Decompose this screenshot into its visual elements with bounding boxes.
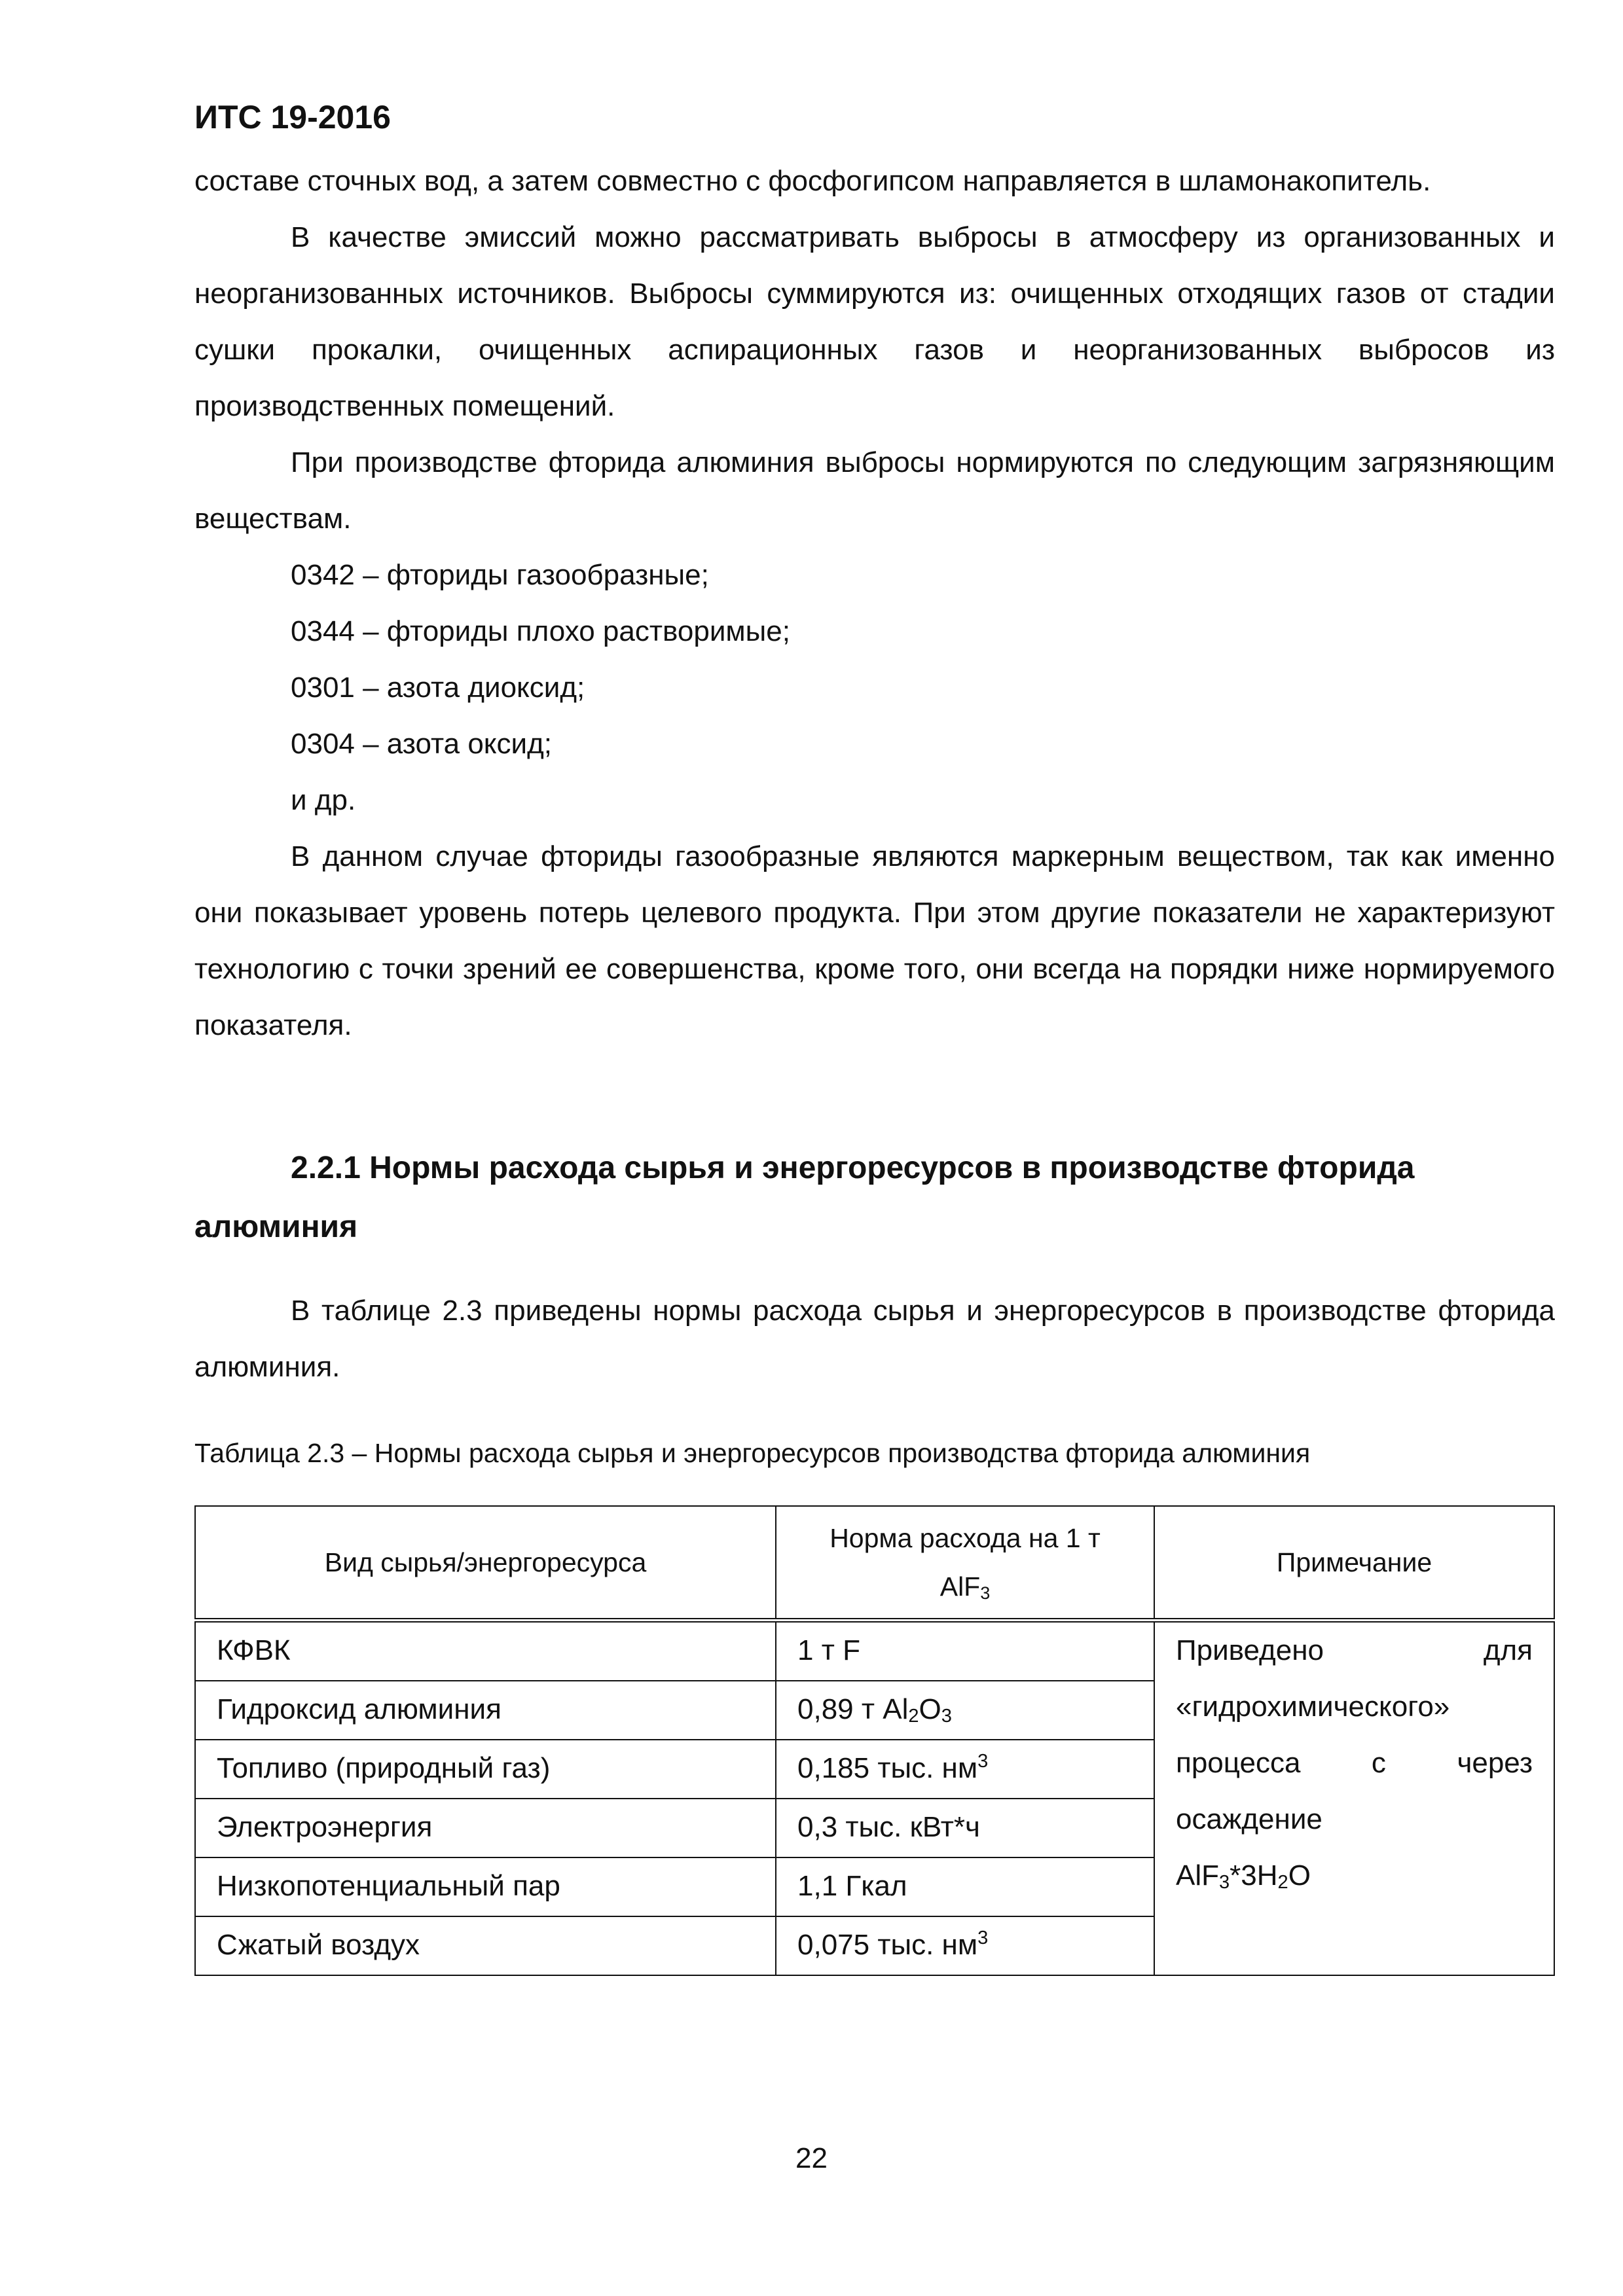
cell-note <box>1154 1621 1554 1976</box>
note-text: Приведено для «гидрохимического» процесса с через осаждение <box>1176 1634 1533 1835</box>
section-heading: 2.2.1 Нормы расхода сырья и энергоресурсов в производстве фторида алюминия <box>194 1151 1415 1244</box>
paragraph-continuation: составе сточных вод, а затем совместно с фосфогипсом направляется в шламонакопитель. <box>194 165 1431 197</box>
pollutant-item-0344: 0344 – фториды плохо растворимые; <box>291 615 790 647</box>
document-code: ИТС 19-2016 <box>194 99 391 135</box>
cell-resource: Низкопотенциальный пар <box>195 1857 776 1916</box>
header-resource: Вид сырья/энергоресурса <box>195 1506 776 1621</box>
header-note: Примечание <box>1154 1506 1554 1621</box>
cell-resource: КФВК <box>195 1621 776 1681</box>
page-number: 22 <box>795 2142 828 2174</box>
norms-table <box>194 1505 1555 1976</box>
cell-resource: Топливо (природный газ) <box>195 1740 776 1799</box>
paragraph-emissions: В качестве эмиссий можно рассматривать выбросы в атмосферу из организованных и неорганизованных источников. Выбросы суммируются из: очищенных отходящих газов от стадии сушки прокалки, очищенных аспирационных газов и неорганизованных выбросов из производственных помещений. <box>194 221 1555 422</box>
cell-resource: Сжатый воздух <box>195 1916 776 1975</box>
cell-norm: 1,1 Гкал <box>776 1857 1154 1916</box>
cell-norm: 0,3 тыс. кВт*ч <box>776 1799 1154 1857</box>
pollutant-item-etc: и др. <box>291 784 356 816</box>
cell-resource: Гидроксид алюминия <box>195 1681 776 1740</box>
paragraph-marker-substance: В данном случае фториды газообразные являются маркерным веществом, так как именно они показывает уровень потерь целевого продукта. При этом другие показатели не характеризуют технологию с точки зрений ее совершенства, кроме того, они всегда на порядки ниже нормируемого показателя. <box>194 840 1555 1041</box>
header-norm-text: Норма расхода на 1 т <box>830 1523 1101 1553</box>
cell-resource: Электроэнергия <box>195 1799 776 1857</box>
pollutant-item-0304: 0304 – азота оксид; <box>291 728 553 760</box>
header-norm <box>776 1506 1154 1621</box>
table-row <box>195 1621 1554 1681</box>
body-text <box>194 153 1555 1054</box>
cell-norm: 0,89 т $Al_2O_3$ <box>776 1681 1154 1740</box>
cell-norm: 0,075 тыс. $нм^3$ <box>776 1916 1154 1975</box>
section-intro: В таблице 2.3 приведены нормы расхода сырья и энергоресурсов в производстве фторида алюминия. <box>194 1295 1555 1383</box>
note-formula: $AlF_3*3H_2O$ <box>1176 1859 1311 1893</box>
pollutant-item-0342: 0342 – фториды газообразные; <box>291 559 709 591</box>
section-intro-block <box>194 1283 1555 1395</box>
pollutant-item-0301: 0301 – азота диоксид; <box>291 672 585 704</box>
table-caption: Таблица 2.3 – Нормы расхода сырья и энергоресурсов производства фторида алюминия <box>194 1438 1311 1468</box>
header-norm-formula: AlF$_3$ <box>939 1571 991 1603</box>
table-header-row <box>195 1506 1554 1621</box>
cell-norm: 1 т F <box>776 1621 1154 1681</box>
paragraph-normalization: При производстве фторида алюминия выбросы нормируются по следующим загрязняющим веществам. <box>194 446 1555 535</box>
cell-norm: 0,185 тыс. $нм^3$ <box>776 1740 1154 1799</box>
